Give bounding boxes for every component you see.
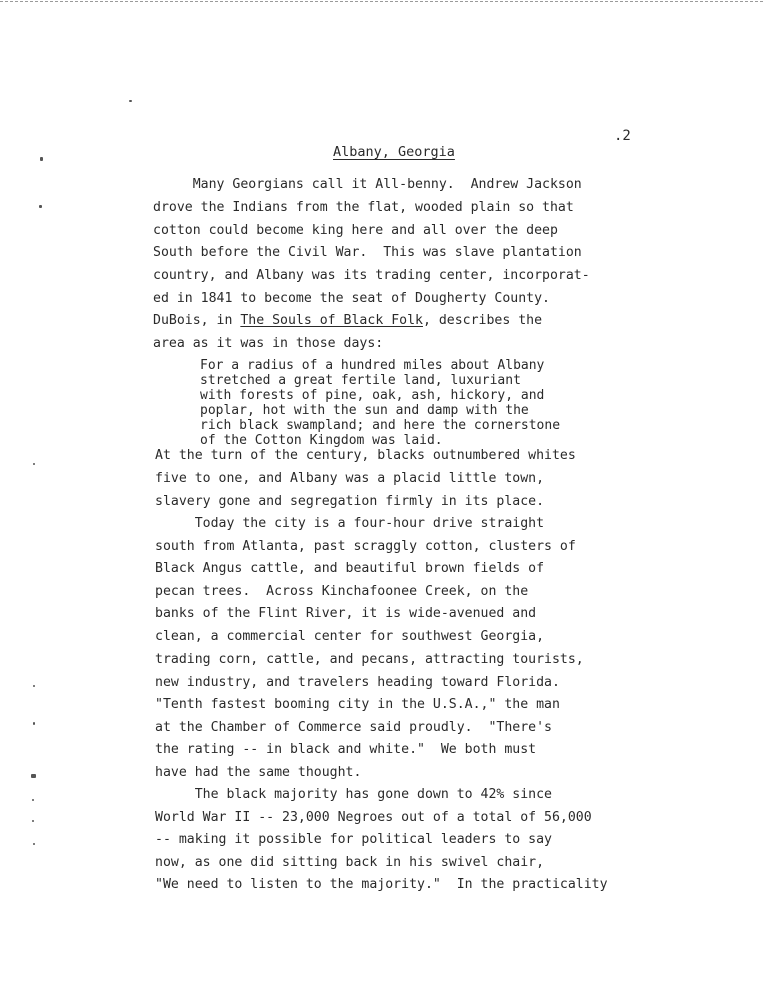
text-line: pecan trees. Across Kinchafoonee Creek, on the (155, 584, 529, 599)
text-line: have had the same thought. (155, 765, 362, 780)
scan-speck (40, 157, 43, 161)
text-line: area as it was in those days: (153, 336, 384, 351)
scan-speck (32, 820, 34, 822)
page-top-border (0, 1, 763, 2)
text-line: "Tenth fastest booming city in the U.S.A.," the man (155, 697, 560, 712)
text-line: new industry, and travelers heading toward Florida. (155, 675, 560, 690)
text-line: the rating -- in black and white." We both must (155, 742, 537, 757)
text-line: -- making it possible for political leaders to say (155, 832, 552, 847)
text-line: Many Georgians call it All-benny. Andrew Jackson (153, 177, 582, 192)
scan-speck (33, 685, 35, 687)
text-line: trading corn, cattle, and pecans, attracting tourists, (155, 652, 584, 667)
scan-speck (39, 205, 42, 208)
text-line: country, and Albany was its trading center, incorporat- (153, 268, 590, 283)
scan-speck (31, 774, 36, 778)
text-line: at the Chamber of Commerce said proudly. "There's (155, 720, 552, 735)
quote-line: For a radius of a hundred miles about Albany (200, 358, 545, 373)
text-line: World War II -- 23,000 Negroes out of a total of 56,000 (155, 810, 592, 825)
text-line: The black majority has gone down to 42% since (155, 787, 552, 802)
quote-line: of the Cotton Kingdom was laid. (200, 433, 443, 448)
text-line: five to one, and Albany was a placid little town, (155, 471, 545, 486)
text-line: drove the Indians from the flat, wooded plain so that (153, 200, 574, 215)
text-line: At the turn of the century, blacks outnumbered whites (155, 448, 576, 463)
scan-speck (33, 843, 35, 845)
quote-line: with forests of pine, oak, ash, hickory, and (200, 388, 545, 403)
scan-speck (32, 799, 34, 801)
text-fragment: DuBois, in (153, 313, 241, 328)
text-line: Black Angus cattle, and beautiful brown fields of (155, 561, 545, 576)
text-line: south from Atlanta, past scraggly cotton, clusters of (155, 539, 576, 554)
text-fragment: , describes the (422, 313, 543, 328)
scan-speck (33, 722, 35, 725)
text-line: "We need to listen to the majority." In the practicality (155, 877, 608, 892)
scan-speck (33, 463, 35, 465)
text-line: slavery gone and segregation firmly in its place. (155, 494, 545, 509)
text-line: cotton could become king here and all over the deep (153, 223, 558, 238)
book-title: The Souls of Black Folk (240, 313, 423, 328)
quote-line: poplar, hot with the sun and damp with the (200, 403, 529, 418)
quote-line: rich black swampland; and here the cornerstone (200, 418, 561, 433)
text-line: now, as one did sitting back in his swivel chair, (155, 855, 545, 870)
scan-speck (129, 100, 132, 102)
text-line: ed in 1841 to become the seat of Dougherty County. (153, 291, 550, 306)
page-number: .2 (614, 128, 631, 144)
text-line: South before the Civil War. This was slave plantation (153, 245, 582, 260)
text-line: banks of the Flint River, it is wide-avenued and (155, 606, 537, 621)
text-line: Today the city is a four-hour drive straight (155, 516, 545, 531)
page-title: Albany, Georgia (333, 144, 455, 160)
text-line: clean, a commercial center for southwest Georgia, (155, 629, 545, 644)
text-line (153, 313, 542, 329)
quote-line: stretched a great fertile land, luxuriant (200, 373, 521, 388)
